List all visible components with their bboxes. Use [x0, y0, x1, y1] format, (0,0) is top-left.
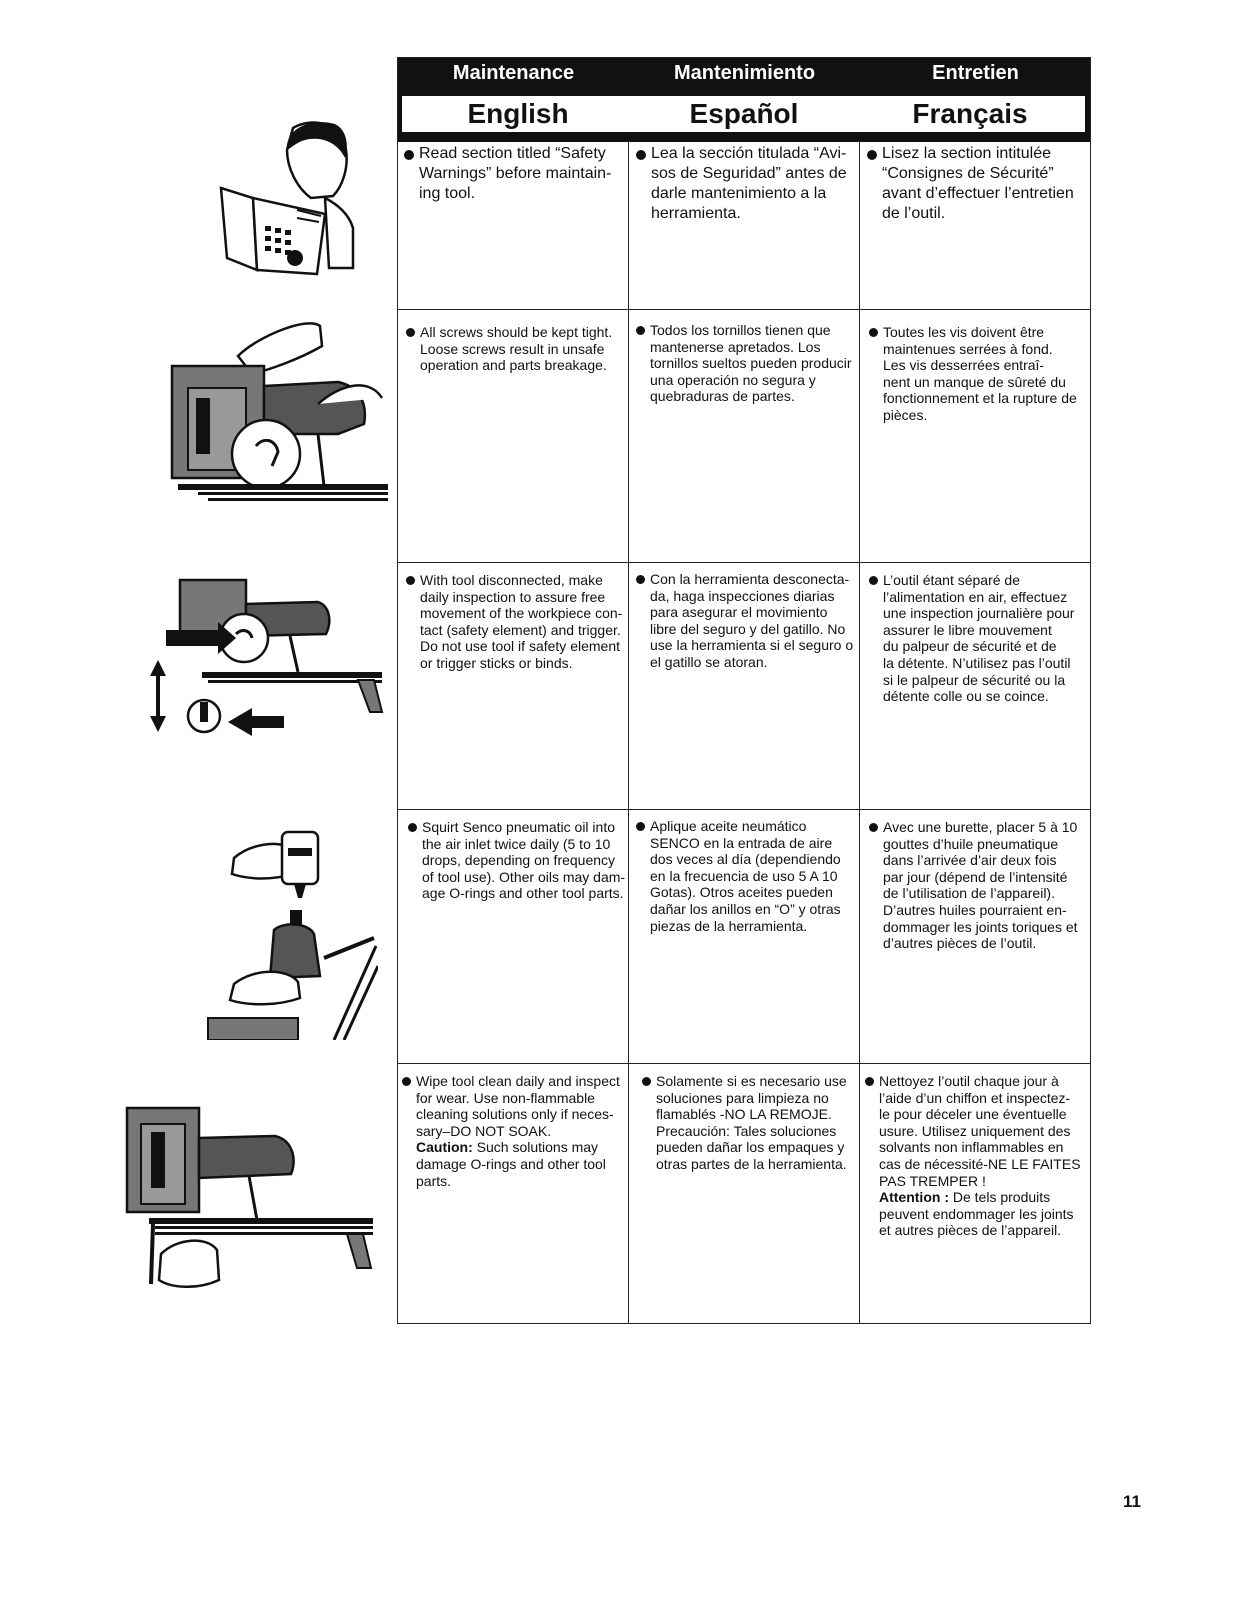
- row2-french: [869, 324, 1089, 424]
- bullet: [636, 326, 645, 335]
- bullet: [867, 150, 877, 160]
- bullet: [408, 823, 417, 832]
- bullet: [869, 823, 878, 832]
- instruction-text: Squirt Senco pneumatic oil into the air inlet twice daily (5 to 10 drops, depending on frequency of tool use). Other oils may dam- age O-rings and other tool parts.: [422, 819, 626, 902]
- instruction-body: Nettoyez l’outil chaque jour à l’aide d’un chiffon et inspectez- le pour déceler une éventuelle usure. Utilisez uniquement des solvants non inflammables en cas de nécessité-NE LE FAITES PAS TREMPER !: [879, 1073, 1081, 1189]
- row5-english: [402, 1073, 626, 1189]
- table-header: [398, 58, 1090, 142]
- row-divider: [398, 562, 1090, 563]
- bullet: [406, 576, 415, 585]
- bullet: [869, 576, 878, 585]
- instruction-text: [416, 1073, 620, 1189]
- french-label: Français: [912, 98, 1028, 129]
- man-reading-manual-illustration: [213, 118, 363, 278]
- row4-spanish: [636, 818, 858, 934]
- instruction-text: Aplique aceite neumático SENCO en la entrada de aire dos veces al día (dependiendo en la frecuencia de uso 5 A 10 Gotas). Otros aceites pueden dañar los anillos en “O” y otras piezas de la herramienta.: [650, 818, 841, 934]
- row1-spanish: [636, 144, 858, 224]
- instruction-text: L’outil étant séparé de l’alimentation en air, effectuez une inspection journalière pour assurer le libre mouvement du palpeur de sécurité et de la détente. N’utilisez pas l’outil si le palpeur de sécurité ou la détente colle ou se coince.: [883, 572, 1075, 705]
- row-divider: [398, 809, 1090, 810]
- row5-french: [865, 1073, 1089, 1239]
- row4-english: [408, 819, 626, 902]
- caution-label: Attention :: [879, 1189, 949, 1206]
- caution-text: De tels produits peuvent endommager les joints et autres pièces de l’appareil.: [879, 1189, 1074, 1239]
- instruction-text: Lea la sección titulada “Avi- sos de Seguridad” antes de darle mantenimiento a la herramienta.: [651, 145, 847, 222]
- oil-air-inlet-illustration: [204, 818, 378, 1040]
- row-divider: [398, 1063, 1090, 1064]
- language-bar: [402, 96, 1085, 132]
- bullet: [869, 328, 878, 337]
- maintenance-table: [397, 57, 1091, 1324]
- row1-english: [404, 144, 626, 204]
- column-divider: [628, 142, 629, 1323]
- bullet: [404, 150, 414, 160]
- row2-english: [406, 324, 626, 374]
- bullet: [406, 328, 415, 337]
- column-divider: [859, 142, 860, 1323]
- instruction-text: Solamente si es necesario use soluciones para limpieza no flamablés -NO LA REMOJE. Precaución: Tales soluciones pueden dañar los empaques y otras partes de la herramienta.: [656, 1073, 847, 1172]
- instruction-body: Wipe tool clean daily and inspect for wear. Use non-flammable cleaning solutions only if neces- sary–DO NOT SOAK.: [416, 1073, 620, 1139]
- row1-french: [867, 144, 1089, 224]
- inspect-trigger-illustration: [148, 576, 388, 740]
- entretien-title: Entretien: [932, 62, 1019, 84]
- instruction-text: With tool disconnected, make daily inspection to assure free movement of the workpiece con- tact (safety element) and trigger. Do not use tool if safety element or trigger sticks or binds.: [420, 572, 623, 671]
- bullet: [642, 1077, 651, 1086]
- bullet: [636, 150, 646, 160]
- bullet: [402, 1077, 411, 1086]
- instruction-text: [879, 1073, 1081, 1239]
- page-number: 11: [1123, 1492, 1141, 1511]
- row3-french: [869, 572, 1089, 705]
- maintenance-title: Maintenance: [452, 62, 575, 84]
- bullet: [636, 822, 645, 831]
- wipe-tool-illustration: [125, 1104, 377, 1290]
- caution-label: Caution:: [416, 1139, 473, 1156]
- bullet: [865, 1077, 874, 1086]
- spanish-label: Español: [689, 98, 799, 129]
- instruction-text: Todos los tornillos tienen que mantenerse apretados. Los tornillos sueltos pueden producir una operación no segura y quebraduras de partes.: [650, 322, 852, 405]
- row2-spanish: [636, 322, 858, 405]
- english-label: English: [467, 98, 569, 129]
- instruction-text: All screws should be kept tight. Loose screws result in unsafe operation and parts breakage.: [420, 324, 613, 374]
- row-divider: [398, 309, 1090, 310]
- instruction-text: Avec une burette, placer 5 à 10 gouttes d’huile pneumatique dans l’arrivée d’air deux fois par jour (dépend de l’intensité de l’utilisation de l’appareil). D’autres huiles pourraient en- dommager les joints toriques et d’autres pièces de l’outil.: [883, 819, 1078, 952]
- bullet: [636, 575, 645, 584]
- instruction-text: Read section titled “Safety Warnings” before maintain- ing tool.: [419, 145, 612, 202]
- instruction-text: Con la herramienta desconecta- da, haga inspecciones diarias para asegurar el movimiento libre del seguro y del gatillo. No use la herramienta si el seguro o el gatillo se atoran.: [650, 571, 854, 670]
- row3-spanish: [636, 571, 858, 671]
- tightening-screws-illustration: [168, 316, 390, 508]
- instruction-text: Toutes les vis doivent être maintenues serrées à fond. Les vis desserrées entraî- nent un manque de sûreté du fonctionnement et la rupture de pièces.: [883, 324, 1077, 423]
- row3-english: [406, 572, 626, 672]
- instruction-text: Lisez la section intitulée “Consignes de Sécurité” avant d’effectuer l’entretien de l’outil.: [882, 145, 1074, 222]
- row5-spanish: [642, 1073, 858, 1173]
- caution-text: Such solutions may damage O-rings and other tool parts.: [416, 1139, 606, 1189]
- mantenimiento-title: Mantenimiento: [673, 62, 816, 84]
- row4-french: [869, 819, 1089, 952]
